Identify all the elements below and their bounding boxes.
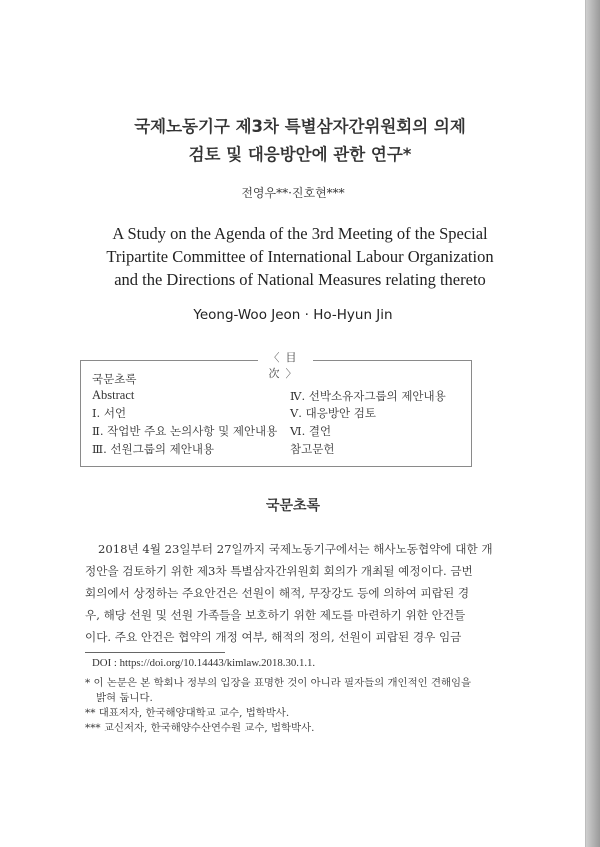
abstract-line-2: 정안을 검토하기 위한 제3차 특별삼자간위원회 회의가 개최될 예정이다. 금번 xyxy=(85,564,473,578)
footnote-rule xyxy=(85,652,225,653)
korean-title-line-1: 국제노동기구 제3차 특별삼자간위원회의 의제 xyxy=(134,117,466,136)
toc-header: 〈目 次〉 xyxy=(258,349,313,381)
toc-item-korean-abstract: 국문초록 xyxy=(92,372,137,386)
english-authors: Yeong-Woo Jeon · Ho-Hyun Jin xyxy=(193,307,393,323)
toc-item-3: Ⅲ. 선원그룹의 제안내용 xyxy=(92,442,215,456)
footnote-doi: DOI : https://doi.org/10.14443/kimlaw.2018.30.1.1. xyxy=(92,657,316,669)
abstract-heading: 국문초록 xyxy=(265,498,321,514)
toc-item-abstract: Abstract xyxy=(92,388,135,402)
toc-item-references: 참고문헌 xyxy=(290,442,335,456)
toc-item-6: Ⅵ. 결언 xyxy=(290,424,332,438)
abstract-line-4: 우, 해당 선원 및 선원 가족들을 보호하기 위한 제도를 마련하기 위한 안건들 xyxy=(85,608,466,622)
abstract-line-1: 2018년 4월 23일부터 27일까지 국제노동기구에서는 해사노동협약에 대한 개 xyxy=(98,542,493,556)
footnote-1: * 이 논문은 본 학회나 정부의 입장을 표명한 것이 아니라 필자들의 개인적인 견해임을 xyxy=(85,677,472,689)
toc-item-4: Ⅳ. 선박소유자그룹의 제안내용 xyxy=(290,389,446,403)
page-edge-shadow xyxy=(586,0,600,847)
footnote-2: ** 대표저자, 한국해양대학교 교수, 법학박사. xyxy=(85,707,290,719)
abstract-line-3: 회의에서 상정하는 주요안건은 선원이 해적, 무장강도 등에 의하여 피랍된 경 xyxy=(85,586,470,600)
english-title-line-2: Tripartite Committee of International Labour Organization xyxy=(106,247,494,266)
korean-title-line-2: 검토 및 대응방안에 관한 연구* xyxy=(188,145,412,164)
korean-authors: 전영우**·진호현*** xyxy=(241,186,345,200)
toc-item-1: Ⅰ. 서언 xyxy=(92,406,127,420)
footnote-1-continued: 밝혀 둡니다. xyxy=(96,692,153,704)
abstract-line-5: 이다. 주요 안건은 협약의 개정 여부, 해적의 정의, 선원이 피랍된 경우 임금 xyxy=(85,630,462,644)
english-title-line-3: and the Directions of National Measures relating thereto xyxy=(114,270,486,289)
toc-item-5: Ⅴ. 대응방안 검토 xyxy=(290,406,376,420)
footnote-3: *** 교신저자, 한국해양수산연수원 교수, 법학박사. xyxy=(85,722,315,734)
english-title-line-1: A Study on the Agenda of the 3rd Meeting of the Special xyxy=(112,224,488,243)
toc-item-2: Ⅱ. 작업반 주요 논의사항 및 제안내용 xyxy=(92,424,278,438)
